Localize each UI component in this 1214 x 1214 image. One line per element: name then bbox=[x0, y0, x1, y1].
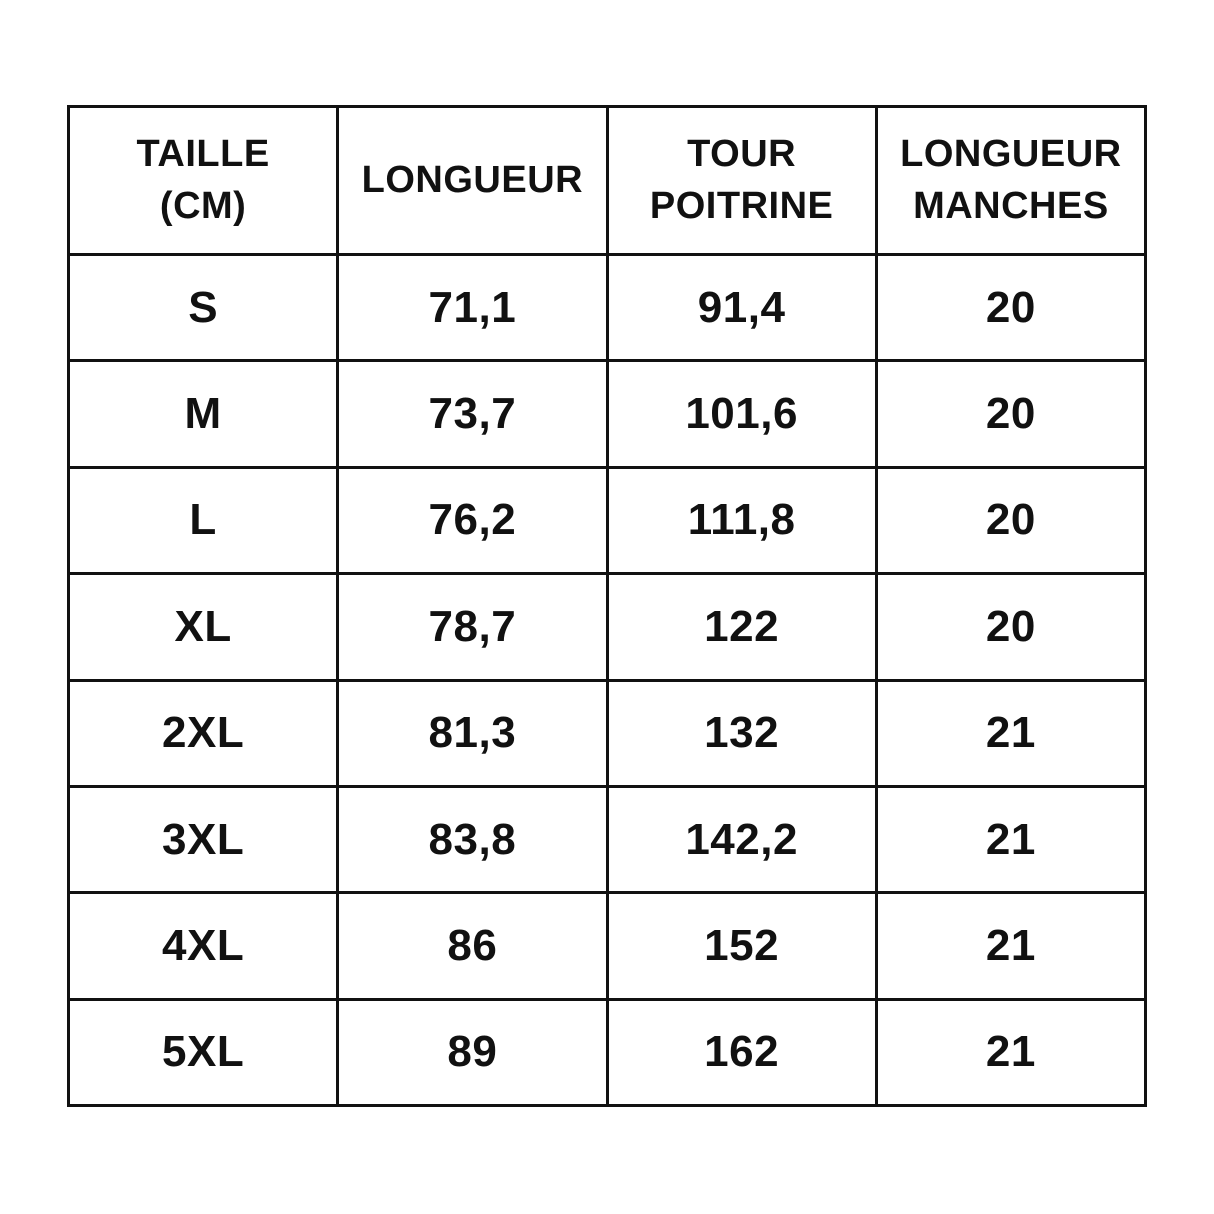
header-line: LONGUEUR bbox=[361, 158, 584, 201]
measurement-cell: 142,2 bbox=[607, 786, 876, 892]
measurement-cell: 21 bbox=[876, 999, 1145, 1105]
header-line: TAILLE bbox=[136, 133, 270, 176]
size-chart bbox=[67, 105, 1147, 1107]
size-label-cell: M bbox=[69, 361, 338, 467]
measurement-cell: 86 bbox=[338, 893, 607, 999]
column-header-tour-poitrine bbox=[607, 107, 876, 255]
measurement-cell: 78,7 bbox=[338, 574, 607, 680]
table-row-2xl bbox=[69, 680, 1146, 786]
column-header-longueur-manches bbox=[876, 107, 1145, 255]
table-row-xl bbox=[69, 574, 1146, 680]
table-row-m bbox=[69, 361, 1146, 467]
measurement-cell: 20 bbox=[876, 467, 1145, 573]
table-row-4xl bbox=[69, 893, 1146, 999]
measurement-cell: 20 bbox=[876, 361, 1145, 467]
measurement-cell: 111,8 bbox=[607, 467, 876, 573]
column-header-taille-cm bbox=[69, 107, 338, 255]
header-row bbox=[69, 107, 1146, 255]
header-line: (CM) bbox=[159, 184, 247, 227]
column-header-longueur bbox=[338, 107, 607, 255]
size-label-cell: S bbox=[69, 255, 338, 361]
measurement-cell: 122 bbox=[607, 574, 876, 680]
measurement-cell: 21 bbox=[876, 786, 1145, 892]
measurement-cell: 152 bbox=[607, 893, 876, 999]
measurement-cell: 162 bbox=[607, 999, 876, 1105]
measurement-cell: 21 bbox=[876, 680, 1145, 786]
table-header bbox=[69, 107, 1146, 255]
measurement-cell: 132 bbox=[607, 680, 876, 786]
size-label-cell: 2XL bbox=[69, 680, 338, 786]
table-row-3xl bbox=[69, 786, 1146, 892]
header-line: TOUR bbox=[687, 133, 797, 176]
measurement-cell: 91,4 bbox=[607, 255, 876, 361]
size-label-cell: L bbox=[69, 467, 338, 573]
measurement-cell: 81,3 bbox=[338, 680, 607, 786]
header-line: LONGUEUR bbox=[900, 133, 1122, 176]
table-row-l bbox=[69, 467, 1146, 573]
size-label-cell: 5XL bbox=[69, 999, 338, 1105]
header-line: MANCHES bbox=[913, 184, 1109, 227]
measurement-cell: 21 bbox=[876, 893, 1145, 999]
table-row-5xl bbox=[69, 999, 1146, 1105]
measurement-cell: 83,8 bbox=[338, 786, 607, 892]
measurement-cell: 76,2 bbox=[338, 467, 607, 573]
table-row-s bbox=[69, 255, 1146, 361]
table-body bbox=[69, 255, 1146, 1106]
size-label-cell: 3XL bbox=[69, 786, 338, 892]
size-label-cell: 4XL bbox=[69, 893, 338, 999]
size-chart-table bbox=[67, 105, 1147, 1107]
header-line: POITRINE bbox=[649, 184, 834, 227]
measurement-cell: 20 bbox=[876, 255, 1145, 361]
measurement-cell: 101,6 bbox=[607, 361, 876, 467]
measurement-cell: 20 bbox=[876, 574, 1145, 680]
measurement-cell: 89 bbox=[338, 999, 607, 1105]
measurement-cell: 73,7 bbox=[338, 361, 607, 467]
measurement-cell: 71,1 bbox=[338, 255, 607, 361]
size-label-cell: XL bbox=[69, 574, 338, 680]
